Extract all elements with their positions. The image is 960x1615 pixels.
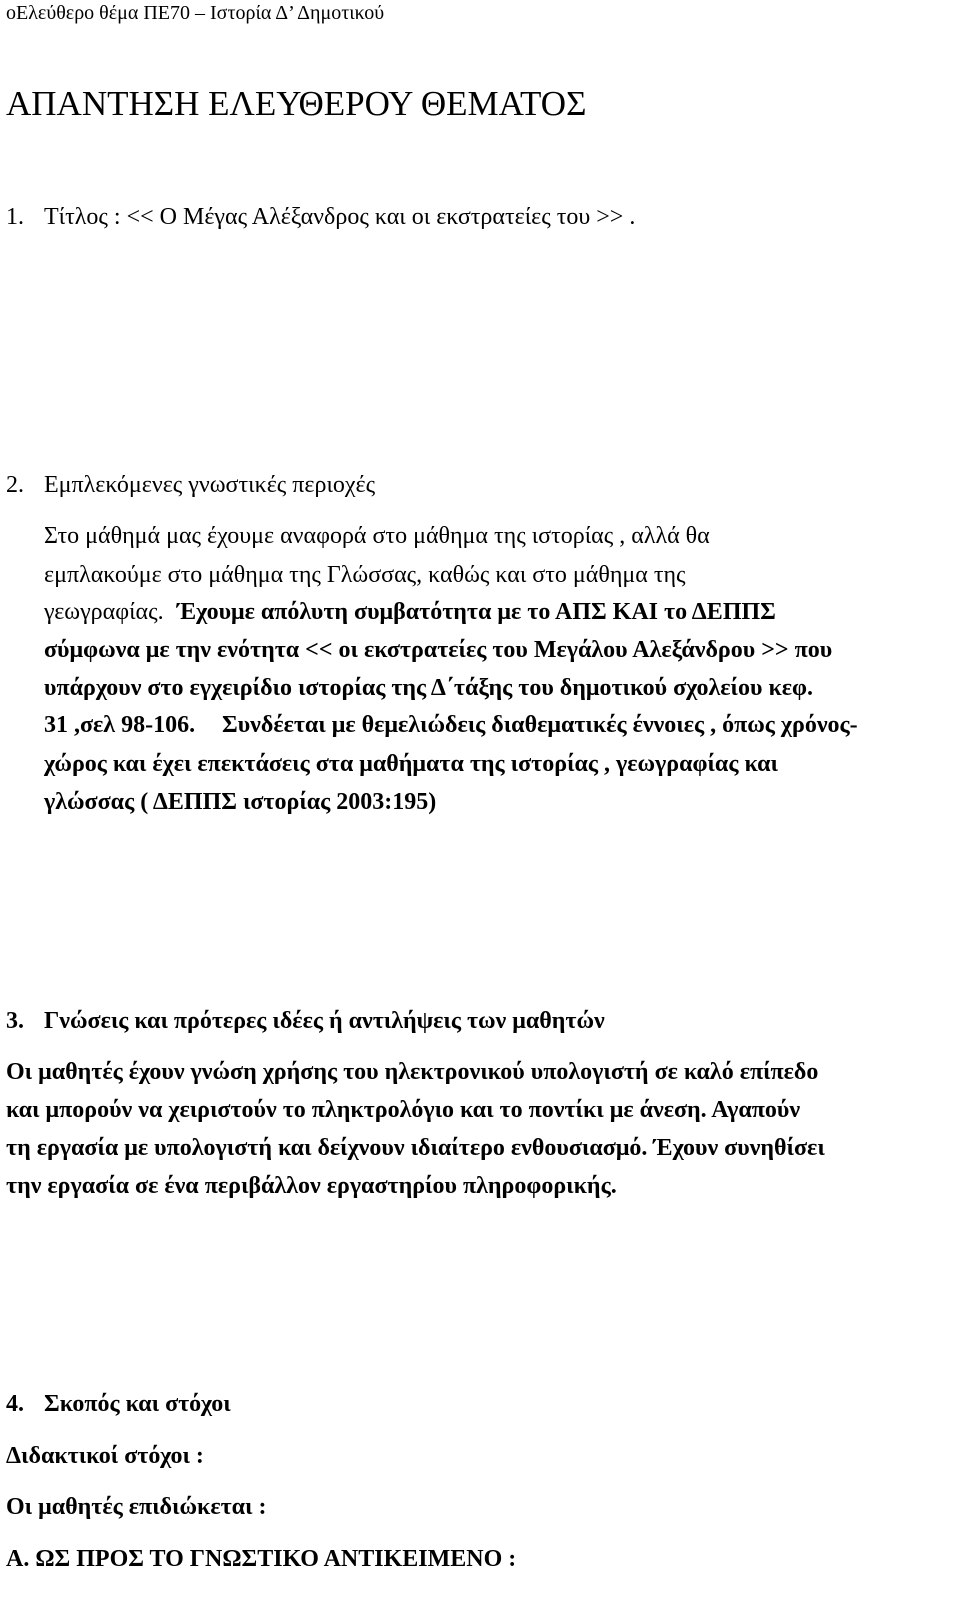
document-header: οΕλεύθερο θέμα ΠΕ70 – Ιστορία Δ’ Δημοτικού [6,2,385,24]
section-4-heading: Σκοπός και στόχοι [44,1391,231,1417]
section-3-heading: Γνώσεις και πρότερες ιδέες ή αντιλήψεις των μαθητών [44,1008,605,1034]
section-2-line: υπάρχουν στο εγχειρίδιο ιστορίας της Δ΄τάξης του δημοτικού σχολείου κεφ. [44,675,814,701]
section-2-line: γλώσσας ( ΔΕΠΠΣ ιστορίας 2003:195) [44,789,437,815]
page-title: ΑΠΑΝΤΗΣΗ ΕΛΕΥΘΕΡΟΥ ΘΕΜΑΤΟΣ [6,84,587,123]
section-3-line: την εργασία σε ένα περιβάλλον εργαστηρίου πληροφορικής. [6,1173,617,1199]
section-3-line: τη εργασία με υπολογιστή και δείχνουν ιδιαίτερο ενθουσιασμό. Έχουν συνηθίσει [6,1135,825,1161]
section-2-number: 2. [6,472,24,498]
section-2-line: γεωγραφίας. [44,599,164,625]
section-3-number: 3. [6,1008,24,1034]
section-2-line: Συνδέεται με θεμελιώδεις διαθεματικές έννοιες , όπως χρόνος- [222,712,858,738]
section-2-line: χώρος και έχει επεκτάσεις στα μαθήματα της ιστορίας , γεωγραφίας και [44,751,778,777]
section-3-line: και μπορούν να χειριστούν το πληκτρολόγιο και το ποντίκι με άνεση. Αγαπούν [6,1097,801,1123]
didactic-goals-heading: Διδακτικοί στόχοι : [6,1443,204,1469]
section-2-line: Έχουμε απόλυτη συμβατότητα με το ΑΠΣ ΚΑΙ το ΔΕΠΠΣ [177,599,776,625]
section-4-number: 4. [6,1391,24,1417]
section-2-line: Στο μάθημά μας έχουμε αναφορά στο μάθημα της ιστορίας , αλλά θα [44,523,710,549]
students-aim-heading: Οι μαθητές επιδιώκεται : [6,1494,267,1520]
section-2-line: 31 ,σελ 98-106. [44,712,196,738]
section-3-line: Οι μαθητές έχουν γνώση χρήσης του ηλεκτρονικού υπολογιστή σε καλό επίπεδο [6,1059,819,1085]
section-1-number: 1. [6,204,24,230]
section-2-heading: Εμπλεκόμενες γνωστικές περιοχές [44,472,376,498]
section-2-line: σύμφωνα με την ενότητα << οι εκστρατείες του Μεγάλου Αλεξάνδρου >> που [44,637,833,663]
section-1-title: Τίτλος : << Ο Μέγας Αλέξανδρος και οι εκστρατείες του >> . [44,204,636,230]
cognitive-object-heading: Α. ΩΣ ΠΡΟΣ ΤΟ ΓΝΩΣΤΙΚΟ ΑΝΤΙΚΕΙΜΕΝΟ : [6,1546,517,1572]
section-2-line: εμπλακούμε στο μάθημα της Γλώσσας, καθώς και στο μάθημα της [44,562,686,588]
